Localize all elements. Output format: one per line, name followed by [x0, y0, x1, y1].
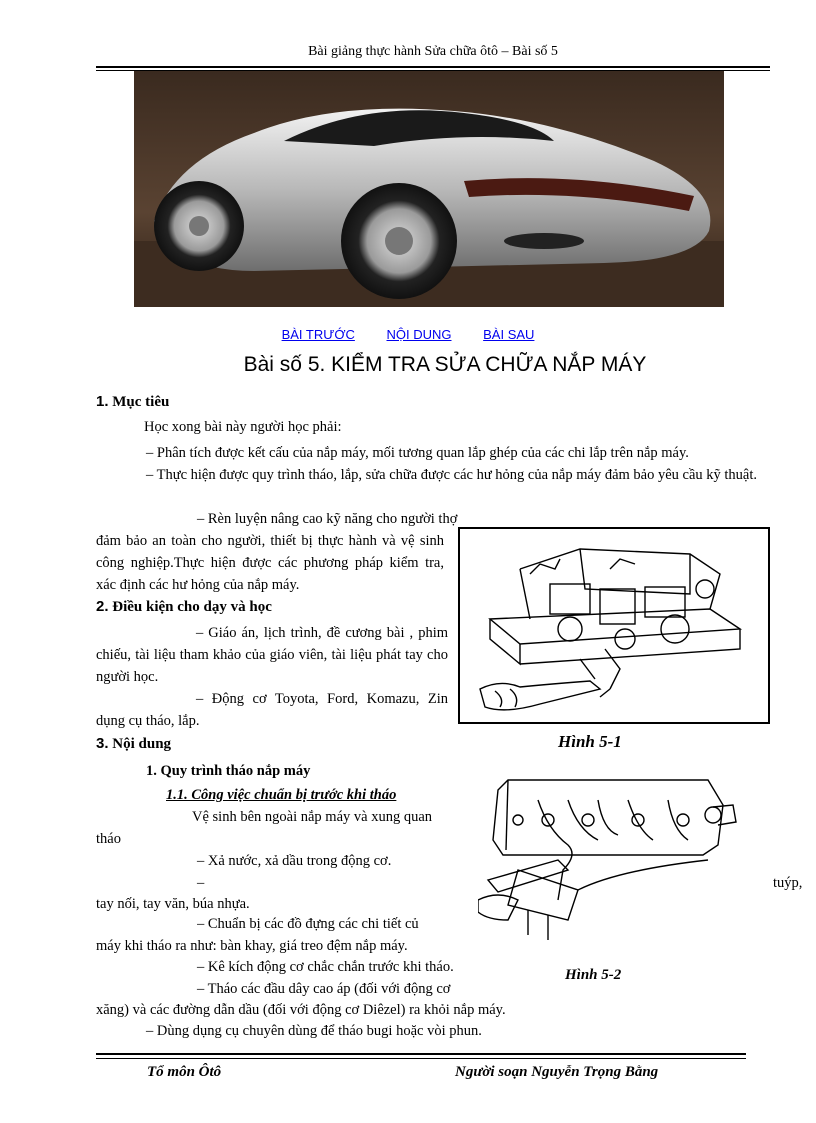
- section-3-number: 3.: [96, 735, 109, 752]
- engine-figure-1: [458, 527, 770, 724]
- footer-rule-thin: [96, 1058, 746, 1059]
- section-1-title: Mục tiêu: [112, 394, 170, 410]
- footer-rule: [96, 1053, 746, 1055]
- prep-step-2: – Xả nước, xả dầu trong động cơ.: [197, 853, 392, 869]
- footer-author: Người soạn Nguyễn Trọng Bằng: [455, 1064, 659, 1080]
- section-2-heading: [96, 598, 272, 616]
- prep-step-5: – Kê kích động cơ chắc chắn trước khi tháo.: [197, 959, 454, 975]
- objective-item-3-cont: đảm bảo an toàn cho người, thiết bị thực hành và vệ sinh công nghiệp.Thực hiện được các phương pháp kiểm tra, xác định các hư hỏng của nắp máy.: [96, 533, 444, 593]
- objective-item-1: – Phân tích được kết cấu của nắp máy, mối tương quan lắp ghép của các chi lắp trên nắp máy.: [146, 445, 689, 461]
- condition-item-1: – Giáo án, lịch trình, đề cương bài , phim chiếu, tài liệu tham khảo của giáo viên, tài liệu phát tay cho người học.: [96, 625, 448, 685]
- nav-bar: [0, 327, 816, 342]
- contents-link[interactable]: NỘI DUNG: [386, 327, 452, 342]
- prep-step-4-cont: máy khi tháo ra như: bàn khay, giá treo đệm nắp máy.: [96, 938, 408, 954]
- prep-step-1-cont: tháo: [96, 831, 121, 847]
- section-1-number: 1.: [96, 393, 109, 410]
- section-2-title: Điều kiện cho dạy và học: [112, 599, 272, 615]
- engine-figure-2: [478, 760, 744, 952]
- figure-1-caption: Hình 5-1: [558, 732, 622, 751]
- prep-step-3: –: [197, 875, 205, 891]
- header-rule: [96, 66, 770, 68]
- next-lesson-link[interactable]: BÀI SAU: [483, 327, 535, 342]
- section-3-title: Nội dung: [112, 736, 172, 752]
- objective-item-3: – Rèn luyện nâng cao kỹ năng cho người thợ: [197, 511, 458, 527]
- car-photo: [134, 71, 724, 307]
- lesson-title: Bài số 5. KIỂM TRA SỬA CHỮA NẮP MÁY: [243, 353, 647, 376]
- prep-step-6: – Tháo các đầu dây cao áp (đối với động cơ: [197, 981, 451, 997]
- objective-item-2: – Thực hiện được quy trình tháo, lắp, sửa chữa được các hư hỏng của nắp máy đảm bảo yêu cầu kỹ thuật.: [146, 467, 758, 483]
- prev-lesson-link[interactable]: BÀI TRƯỚC: [281, 327, 355, 342]
- prep-step-3-cont: tay nối, tay văn, búa nhựa.: [96, 896, 250, 912]
- figure-2-caption: Hình 5-2: [565, 967, 622, 983]
- section-3-heading: [96, 735, 171, 753]
- condition-item-2: – Động cơ Toyota, Ford, Komazu, Zin dụng cụ tháo, lắp.: [96, 691, 448, 729]
- subsection-1-1: 1.1. Công việc chuẩn bị trước khi tháo: [166, 787, 397, 803]
- section-1-intro: Học xong bài này người học phải:: [144, 419, 342, 435]
- running-header: Bài giảng thực hành Sửa chữa ôtô – Bài số 5: [308, 44, 558, 59]
- prep-step-7: – Dùng dụng cụ chuyên dùng để tháo bugi hoặc vòi phun.: [146, 1023, 482, 1039]
- section-2-number: 2.: [96, 598, 109, 615]
- subsection-1: 1. Quy trình tháo nắp máy: [146, 763, 311, 779]
- prep-step-3-end: tuýp,: [773, 875, 803, 891]
- footer-department: Tổ môn Ôtô: [147, 1064, 222, 1080]
- prep-step-4: – Chuẩn bị các đồ đựng các chi tiết củ: [197, 916, 419, 932]
- prep-step-1: Vệ sinh bên ngoài nắp máy và xung quan: [192, 809, 433, 825]
- prep-step-6-cont: xăng) và các đường dẫn dầu (đối với động cơ Diêzel) ra khỏi nắp máy.: [96, 1002, 506, 1018]
- section-1-heading: [96, 393, 169, 411]
